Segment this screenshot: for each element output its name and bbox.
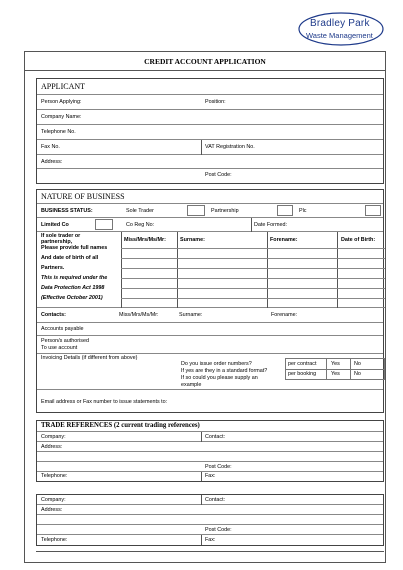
company-name-label: Company Name: [41, 114, 82, 120]
telephone-label: Telephone No. [41, 129, 76, 135]
sole-trader-checkbox[interactable] [187, 205, 205, 216]
logo-line2: Waste Management [306, 31, 373, 40]
person-applying-row[interactable] [37, 95, 383, 110]
ref1-address-row[interactable] [37, 442, 383, 452]
sole-trader-label: Sole Trader [126, 208, 154, 214]
contacts-title-header: Miss/Mrs/Ms/Mr: [119, 312, 159, 318]
trade-heading: TRADE REFERENCES (2 current trading references) [41, 422, 200, 429]
bradley-park-logo [298, 12, 384, 46]
business-status-label: BUSINESS STATUS: [41, 208, 93, 214]
ref1-fax-label: Fax: [205, 473, 216, 479]
ref1-blank-row[interactable] [37, 452, 383, 462]
post-code-label: Post Code: [205, 172, 232, 178]
per-booking-yes[interactable]: Yes [331, 371, 340, 377]
ref1-telephone-label: Telephone: [41, 473, 68, 479]
ref1-company-row[interactable] [37, 432, 383, 442]
authorised-line-2: To use account [41, 345, 78, 351]
invoicing-row[interactable] [37, 354, 383, 390]
contacts-surname-header: Surname: [179, 312, 203, 318]
note-line-2: partnership, [41, 239, 73, 245]
co-reg-label: Co Reg No: [126, 222, 155, 228]
contacts-forename-header: Forename: [271, 312, 298, 318]
ref1-address-label: Address: [41, 444, 63, 450]
per-contract-label: per contract [288, 361, 317, 367]
ref1-post-code-label: Post Code: [205, 464, 232, 470]
trade-references-section [36, 420, 384, 482]
business-status-row [37, 204, 383, 218]
note-line-3: Please provide full names [41, 245, 108, 251]
order-q-line-3: If so could you please supply an [181, 375, 258, 381]
email-row[interactable] [37, 390, 383, 412]
order-q-line-4: example [181, 382, 202, 388]
order-q-line-2: If yes are they in a standard format? [181, 368, 268, 374]
ref2-contact-label: Contact: [205, 497, 226, 503]
per-contract-no[interactable]: No [354, 361, 361, 367]
ref2-telephone-label: Telephone: [41, 537, 68, 543]
footer-line [36, 551, 384, 552]
ref1-company-label: Company: [41, 434, 66, 440]
document-title: CREDIT ACCOUNT APPLICATION [144, 57, 266, 66]
note-italic-1: This is required under the [41, 275, 108, 281]
ref1-post-code-row[interactable] [37, 462, 383, 472]
note-line-4: And date of birth of all [41, 255, 99, 261]
plc-checkbox[interactable] [365, 205, 381, 216]
authorised-row[interactable] [37, 336, 383, 354]
ref2-post-code-row[interactable] [37, 525, 383, 535]
authorised-line-1: Person/s authorised [41, 338, 89, 344]
partnership-label: Partnership [211, 208, 239, 214]
ref1-contact-label: Contact: [205, 434, 226, 440]
per-booking-no[interactable]: No [354, 371, 361, 377]
ref2-fax-label: Fax: [205, 537, 216, 543]
limited-co-row [37, 218, 383, 232]
person-applying-label: Person Applying: [41, 99, 82, 105]
accounts-payable-label: Accounts payable [41, 326, 84, 332]
col-forename-header: Forename: [270, 237, 298, 243]
partnership-checkbox[interactable] [277, 205, 293, 216]
note-italic-3: (Effective October 2001) [41, 295, 103, 301]
fax-label: Fax No. [41, 144, 60, 150]
contacts-label: Contacts: [41, 312, 66, 318]
telephone-row[interactable] [37, 125, 383, 140]
ref2-company-label: Company: [41, 497, 66, 503]
address-label: Address: [41, 159, 63, 165]
invoicing-label: Invoicing Details (if different from above) [41, 355, 138, 361]
partners-table [37, 232, 385, 308]
trade-header-row [37, 421, 383, 432]
trade-reference-2 [36, 494, 384, 546]
applicant-heading: APPLICANT [41, 82, 86, 91]
ref1-telephone-row[interactable] [37, 472, 383, 481]
applicant-section [36, 78, 384, 184]
col-dob-header: Date of Birth: [341, 237, 376, 243]
business-section [36, 189, 384, 413]
title-divider [24, 70, 386, 71]
ref2-telephone-row[interactable] [37, 535, 383, 545]
ref2-blank-row[interactable] [37, 515, 383, 525]
ref2-address-label: Address: [41, 507, 63, 513]
fax-vat-row[interactable] [37, 140, 383, 155]
business-header-row [37, 190, 383, 204]
ref2-company-row[interactable] [37, 495, 383, 505]
date-formed-label: Date Formed: [254, 222, 287, 228]
position-label: Position: [205, 99, 226, 105]
note-line-1: If sole trader or [41, 233, 81, 239]
order-options-grid [285, 358, 385, 380]
note-italic-2: Data Protection Act 1998 [41, 285, 105, 291]
ref2-address-row[interactable] [37, 505, 383, 515]
post-code-row[interactable] [37, 169, 383, 183]
business-heading: NATURE OF BUSINESS [41, 192, 125, 201]
limited-co-checkbox[interactable] [95, 219, 113, 230]
col-title-header: Miss/Mrs/Ms/Mr: [124, 237, 166, 243]
order-q-line-1: Do you issue order numbers? [181, 361, 252, 367]
ref2-post-code-label: Post Code: [205, 527, 232, 533]
logo-line1: Bradley Park [310, 18, 370, 29]
company-name-row[interactable] [37, 110, 383, 125]
contacts-header-row [37, 308, 383, 323]
address-row[interactable] [37, 155, 383, 169]
col-surname-header: Surname: [180, 237, 205, 243]
email-label: Email address or Fax number to issue statements to: [41, 399, 168, 405]
limited-co-label: Limited Co [41, 222, 69, 228]
applicant-header-row [37, 79, 383, 95]
vat-label: VAT Registration No. [205, 144, 255, 150]
note-line-5: Partners. [41, 265, 65, 271]
per-booking-label: per booking [288, 371, 317, 377]
plc-label: Plc [299, 208, 307, 214]
accounts-payable-row[interactable] [37, 323, 383, 336]
per-contract-yes[interactable]: Yes [331, 361, 340, 367]
